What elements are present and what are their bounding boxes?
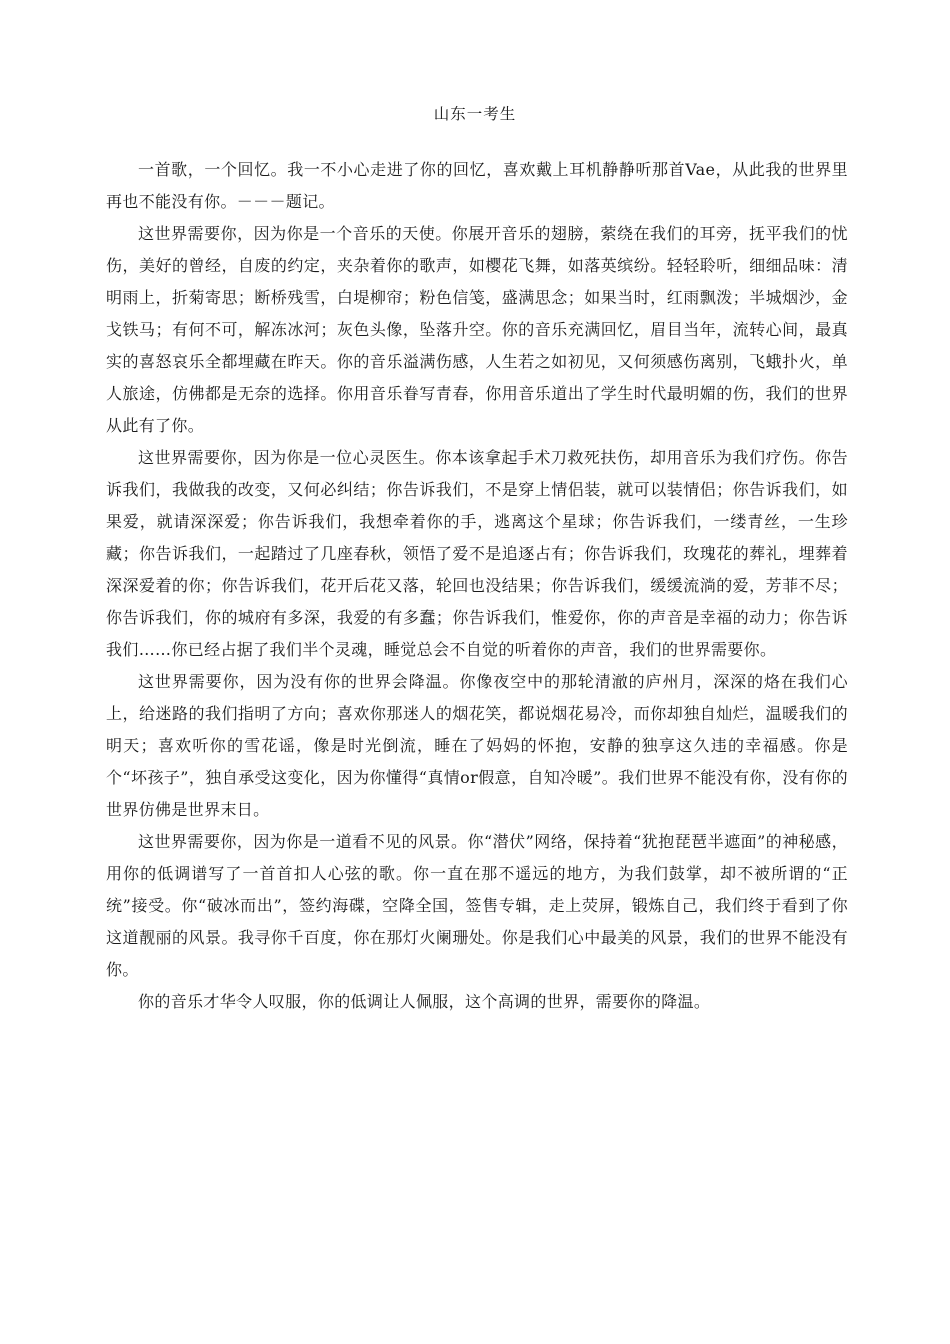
paragraph-epigraph: 一首歌，一个回忆。我一不小心走进了你的回忆，喜欢戴上耳机静静听那首Vae，从此我的世界里再也不能没有你。－－－题记。 — [106, 160, 848, 211]
paragraph-world-cooling: 这世界需要你，因为没有你的世界会降温。你像夜空中的那轮清澈的庐州月，深深的烙在我们心上，给迷路的我们指明了方向；喜欢你那迷人的烟花笑，都说烟花易冷，而你却独自灿烂，温暖我们的明天；喜欢听你的雪花谣，像是时光倒流，睡在了妈妈的怀抱，安静的独享这久违的幸福感。你是个“坏孩子”，独自承受这变化，因为你懂得“真情or假意，自知冷暖”。我们世界不能没有你，没有你的世界仿佛是世界末日。 — [106, 672, 848, 819]
author-line: 山东一考生 — [433, 105, 517, 123]
paragraph-conclusion: 你的音乐才华令人叹服，你的低调让人佩服，这个高调的世界，需要你的降温。 — [138, 992, 711, 1011]
paragraph-music-angel: 这世界需要你，因为你是一个音乐的天使。你展开音乐的翅膀，萦绕在我们的耳旁，抚平我们的忧伤，美好的曾经，自废的约定，夹杂着你的歌声，如樱花飞舞，如落英缤纷。轻轻聆听，细细品味：清明雨上，折菊寄思；断桥残雪，白堤柳帘；粉色信笺，盛满思念；如果当时，红雨飘泼；半城烟沙，金戈铁马；有何不可，解冻冰河；灰色头像，坠落升空。你的音乐充满回忆，眉目当年，流转心间，最真实的喜怒哀乐全都埋藏在昨天。你的音乐溢满伤感，人生若之如初见，又何须感伤离别，飞蛾扑火，单人旅途，仿佛都是无奈的选择。你用音乐眷写青春，你用音乐道出了学生时代最明媚的伤，我们的世界从此有了你。 — [106, 224, 848, 435]
paragraph-invisible-scenery: 这世界需要你，因为你是一道看不见的风景。你“潜伏”网络，保持着“犹抱琵琶半遮面”的神秘感，用你的低调谱写了一首首扣人心弦的歌。你一直在那不遥远的地方，为我们鼓掌，却不被所谓的“正统”接受。你“破冰而出”，签约海碟，空降全国，签售专辑，走上荧屏，锻炼自己，我们终于看到了你这道靓丽的风景。我寻你千百度，你在那灯火阑珊处。你是我们心中最美的风景，我们的世界不能没有你。 — [106, 832, 848, 979]
paragraph-soul-doctor: 这世界需要你，因为你是一位心灵医生。你本该拿起手术刀救死扶伤，却用音乐为我们疗伤。你告诉我们，我做我的改变，又何必纠结；你告诉我们，不是穿上情侣装，就可以装情侣；你告诉我们，如果爱，就请深深爱；你告诉我们，我想牵着你的手，逃离这个星球；你告诉我们，一缕青丝，一生珍藏；你告诉我们，一起踏过了几座春秋，领悟了爱不是追逐占有；你告诉我们，玫瑰花的葬礼，埋葬着深深爱着的你；你告诉我们，花开后花又落，轮回也没结果；你告诉我们，缓缓流淌的爱，芳菲不尽；你告诉我们，你的城府有多深，我爱的有多蠢；你告诉我们，惟爱你，你的声音是幸福的动力；你告诉我们……你已经占据了我们半个灵魂，睡觉总会不自觉的听着你的声音，我们的世界需要你。 — [106, 448, 848, 659]
essay-body — [106, 154, 848, 1018]
